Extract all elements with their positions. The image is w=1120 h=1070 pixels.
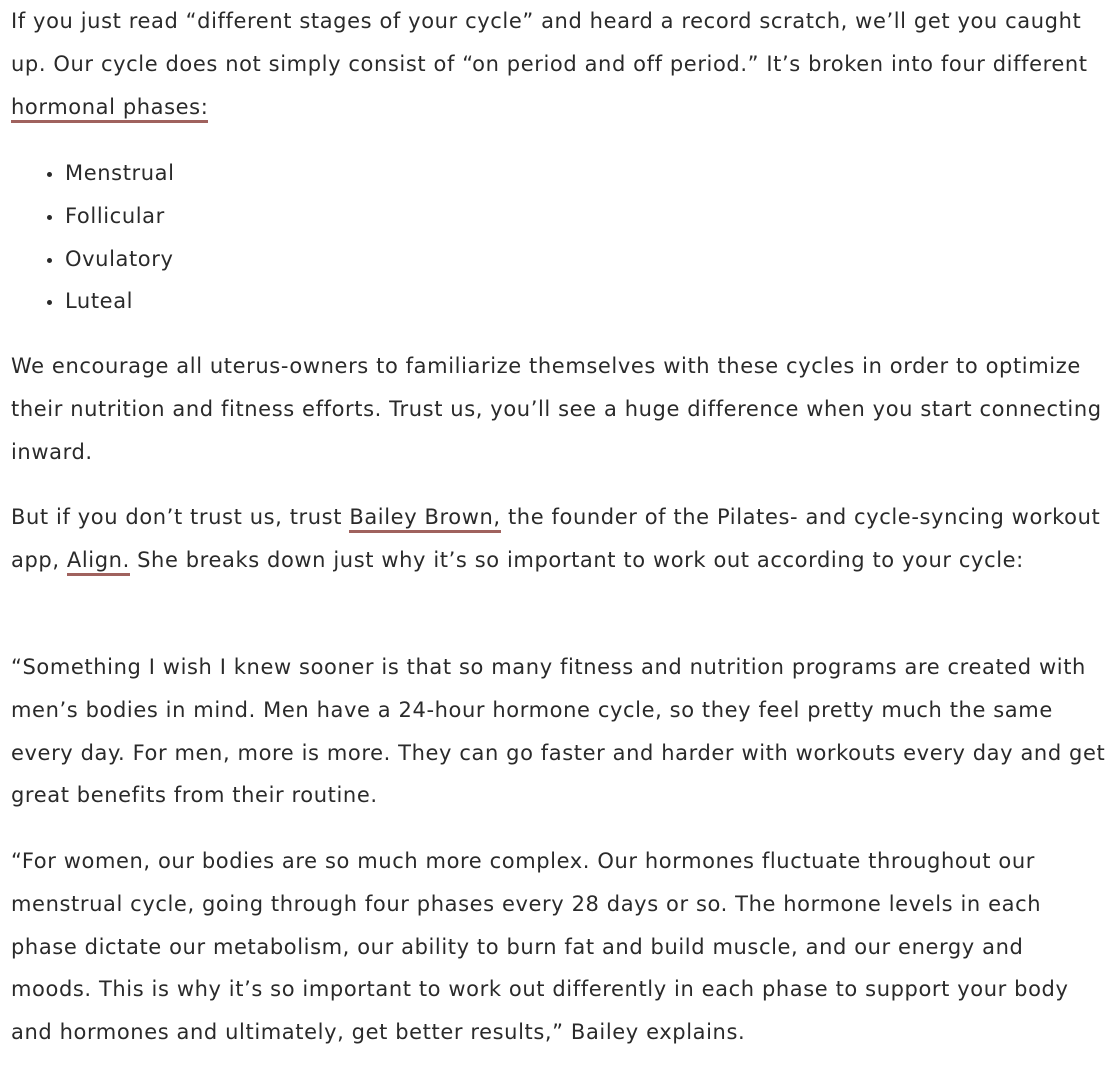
bailey-intro-text-after: She breaks down just why it’s so important to work out according to your cycle: (129, 547, 1024, 572)
bailey-intro-text-before: But if you don’t trust us, trust (11, 505, 350, 529)
bailey-intro-paragraph (11, 496, 1111, 582)
bailey-brown-link[interactable]: Bailey Brown, (349, 505, 500, 533)
align-app-link[interactable]: Align. (67, 548, 130, 576)
quote-paragraph-men: “Something I wish I knew sooner is that so many fitness and nutrition programs are created with men’s bodies in mind. Men have a 24-hour hormone cycle, so they feel pretty much the same every day. For men, more is more. They can go faster and harder with workouts every day and get great benefits from their routine. (11, 655, 1106, 808)
intro-paragraph (11, 0, 1111, 128)
list-item: Luteal (65, 280, 175, 323)
bailey-intro-text-middle: the founder of the Pilates- and cycle-syncing workout app, (11, 505, 1101, 572)
encourage-paragraph: We encourage all uterus-owners to familiarize themselves with these cycles in order to optimize their nutrition and fitness efforts. Trust us, you’ll see a huge difference when you start connecting inward. (11, 354, 1102, 464)
hormonal-phases-link[interactable]: hormonal phases: (11, 95, 208, 123)
quote-paragraph-women: “For women, our bodies are so much more complex. Our hormones fluctuate throughout our menstrual cycle, going through four phases every 28 days or so. The hormone levels in each phase dictate our metabolism, our ability to burn fat and build muscle, and our energy and moods. This is why it’s so important to work out differently in each phase to support your body and hormones and ultimately, get better results,” Bailey explains. (11, 849, 1069, 1044)
list-item: Follicular (65, 195, 175, 238)
list-item: Menstrual (65, 152, 175, 195)
phases-list (11, 152, 175, 323)
intro-text: If you just read “different stages of your cycle” and heard a record scratch, we’ll get you caught up. Our cycle does not simply consist of “on period and off period.” It’s broken into four different (11, 9, 1088, 76)
list-item: Ovulatory (65, 238, 175, 281)
